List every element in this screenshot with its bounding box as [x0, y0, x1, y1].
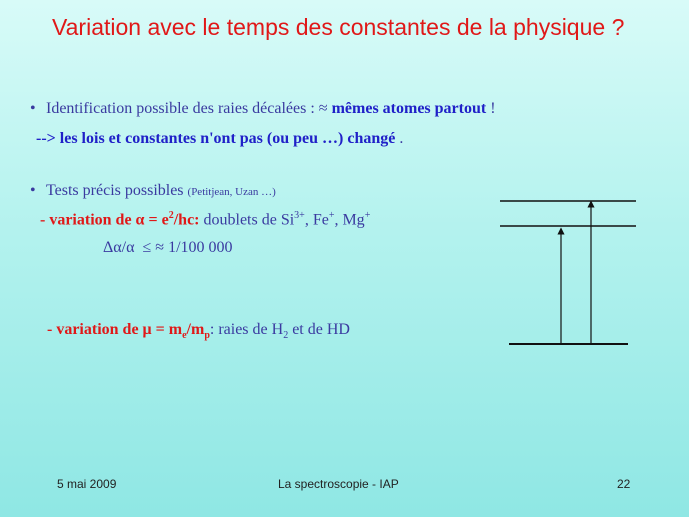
- alpha-hc: /hc: [173, 211, 195, 229]
- mu-tail: et de HD: [292, 321, 350, 338]
- exclamation: !: [490, 100, 496, 117]
- slide-title: Variation avec le temps des constantes de la physique ?: [52, 14, 625, 40]
- mu-colon: :: [209, 321, 215, 338]
- alpha-doublets: doublets de Si: [203, 211, 295, 229]
- alpha-colon: :: [194, 211, 200, 229]
- mu-symbol: μ: [142, 321, 152, 338]
- mu-slash: /m: [186, 321, 205, 338]
- fe-exp: +: [328, 210, 335, 221]
- alpha-e: e: [161, 211, 169, 229]
- alpha-symbol: α: [135, 211, 145, 229]
- highlight-same-atoms: mêmes atomes partout: [331, 100, 487, 117]
- mu-prefix: - variation de: [47, 321, 139, 338]
- alpha-equals: =: [148, 211, 158, 229]
- bullet-text: Identification possible des raies décalées :: [46, 100, 315, 117]
- mu-m-sub: e: [182, 330, 187, 342]
- alpha-prefix: - variation de: [40, 211, 132, 229]
- si-exp: 3+: [294, 210, 305, 221]
- authors: (Petitjean, Uzan …): [187, 186, 276, 198]
- footer-center: La spectroscopie - IAP: [278, 477, 399, 491]
- mu-m: m: [168, 321, 183, 338]
- mu-equals: =: [155, 321, 165, 338]
- footer-page-number: 22: [617, 477, 631, 491]
- conclusion-period: .: [399, 130, 404, 147]
- approx-symbol: ≈: [318, 100, 328, 117]
- mu-raies: raies de H: [218, 321, 284, 338]
- tests-text: Tests précis possibles: [46, 182, 184, 199]
- bullet-marker: •: [30, 182, 36, 199]
- footer-date: 5 mai 2009: [57, 477, 117, 491]
- delta-alpha: Δα/α: [103, 239, 135, 256]
- h-sub: 2: [283, 330, 289, 342]
- arrow-marker: -->: [36, 130, 56, 147]
- approx-symbol: ≈: [155, 239, 165, 256]
- bullet-marker: •: [30, 100, 36, 117]
- mg-exp: +: [364, 210, 371, 221]
- mu-mp-sub: p: [204, 330, 210, 342]
- alpha-e-exp: 2: [168, 210, 174, 221]
- alpha-limit-value: 1/100 000: [168, 239, 233, 256]
- fe-text: , Fe: [304, 211, 329, 229]
- leq-symbol: ≤: [142, 239, 152, 256]
- mg-text: , Mg: [334, 211, 365, 229]
- conclusion-text: les lois et constantes n'ont pas (ou peu …) changé: [59, 130, 396, 147]
